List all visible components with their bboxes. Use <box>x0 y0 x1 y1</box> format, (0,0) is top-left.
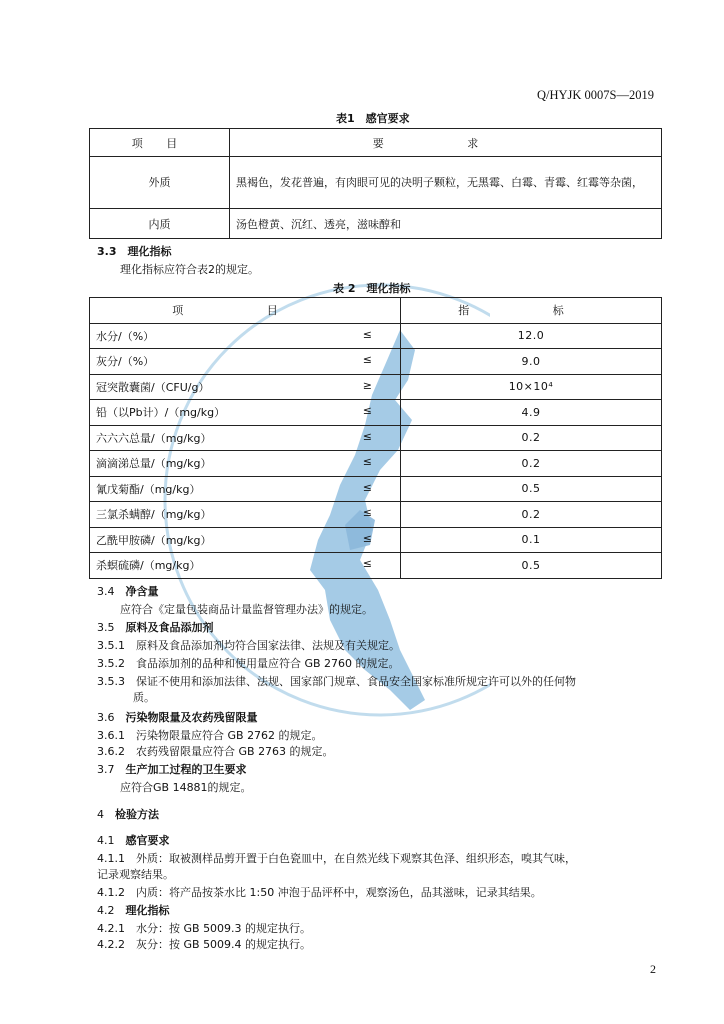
table-row <box>90 425 662 451</box>
clause-line <box>97 727 323 743</box>
clause-text: 外质：取被测样品剪开置于白色瓷皿中，在自然光线下观察其色泽、组织形态，嗅其气味， <box>136 852 576 865</box>
row-item: 杀螟硫磷/（mg/kg） <box>96 559 201 573</box>
table-physicochemical <box>89 297 662 579</box>
row-item: 氰戊菊酯/（mg/kg） <box>96 482 201 496</box>
table-row <box>90 502 662 528</box>
clause-heading: 净含量 <box>125 585 159 598</box>
page-number: 2 <box>650 962 656 976</box>
table-header-row <box>90 298 662 324</box>
clause-line <box>97 920 311 936</box>
comparison-symbol: ≤ <box>362 327 372 341</box>
clause-text: 内质：将产品按茶水比 1:50 冲泡于品评杯中，观察汤色，品其滋味，记录其结果。 <box>136 886 542 899</box>
row-item: 铅（以Pb计）/（mg/kg） <box>96 406 226 420</box>
row-value: 0.2 <box>401 502 662 528</box>
clause-number: 4.1.2 <box>97 886 125 899</box>
table-row <box>90 209 662 239</box>
clause-heading: 污染物限量及农药残留限量 <box>125 711 258 724</box>
clause-line <box>97 673 576 689</box>
clause-number: 4.1 <box>97 834 115 847</box>
clause-number: 3.5.3 <box>97 675 125 688</box>
row-item: 冠突散囊菌/（CFU/g） <box>96 380 210 394</box>
clause-number: 4 <box>97 808 104 821</box>
clause-line <box>120 779 252 795</box>
clause-heading: 理化指标 <box>125 904 170 917</box>
section-3-3-text: 理化指标应符合表2的规定。 <box>120 263 259 276</box>
table-row <box>90 323 662 349</box>
clause-text: 应符合《定量包装商品计量监督管理办法》的规定。 <box>120 603 373 616</box>
clause-line <box>97 806 159 822</box>
row-requirement: 汤色橙黄、沉红、透亮，滋味醇和 <box>230 209 662 239</box>
clause-number: 3.7 <box>97 763 115 776</box>
clause-text: 记录观察结果。 <box>97 868 174 881</box>
table-header-row <box>90 129 662 157</box>
row-value: 0.5 <box>401 553 662 579</box>
table-row <box>90 553 662 579</box>
clause-line <box>97 709 258 725</box>
comparison-symbol: ≤ <box>362 429 372 443</box>
table-row <box>90 527 662 553</box>
clause-number: 4.2 <box>97 904 115 917</box>
row-value: 12.0 <box>401 323 662 349</box>
clause-heading: 感官要求 <box>125 834 170 847</box>
clause-number: 3.5.1 <box>97 639 125 652</box>
comparison-symbol: ≤ <box>362 480 372 494</box>
row-item: 外质 <box>90 157 230 209</box>
clause-text: 污染物限量应符合 GB 2762 的规定。 <box>136 729 323 742</box>
table-row <box>90 400 662 426</box>
table2-caption: 表 2 理化指标 <box>333 282 411 295</box>
row-item: 六六六总量/（mg/kg） <box>96 431 212 445</box>
document-id: Q/HYJK 0007S—2019 <box>536 88 654 102</box>
comparison-symbol: ≥ <box>362 378 372 392</box>
clause-line <box>97 619 214 635</box>
clause-number: 4.2.2 <box>97 938 125 951</box>
table1-caption: 表1 感官要求 <box>336 112 410 125</box>
clause-text: 质。 <box>133 691 155 704</box>
comparison-symbol: ≤ <box>362 506 372 520</box>
row-item: 乙酰甲胺磷/（mg/kg） <box>96 533 212 547</box>
clause-line <box>97 884 542 900</box>
comparison-symbol: ≤ <box>362 455 372 469</box>
clause-text: 农药残留限量应符合 GB 2763 的规定。 <box>136 745 334 758</box>
row-item: 内质 <box>90 209 230 239</box>
clause-text: 灰分：按 GB 5009.4 的规定执行。 <box>136 938 312 951</box>
clause-heading: 检验方法 <box>115 808 159 821</box>
clause-text: 应符合GB 14881的规定。 <box>120 781 252 794</box>
comparison-symbol: ≤ <box>362 404 372 418</box>
row-value: 4.9 <box>401 400 662 426</box>
table-row <box>90 349 662 375</box>
table-row <box>90 157 662 209</box>
clause-number: 3.6 <box>97 711 115 724</box>
table-row <box>90 374 662 400</box>
section-3-3-heading: 3.3 理化指标 <box>97 245 172 258</box>
clause-line <box>97 866 174 882</box>
clause-line <box>97 583 159 599</box>
row-item: 灰分/（%） <box>96 355 155 369</box>
table-row <box>90 476 662 502</box>
clause-text: 原料及食品添加剂均符合国家法律、法规及有关规定。 <box>136 639 400 652</box>
clause-number: 3.6.1 <box>97 729 125 742</box>
clause-line <box>120 601 373 617</box>
clause-line <box>97 902 170 918</box>
comparison-symbol: ≤ <box>362 531 372 545</box>
row-value: 10×10⁴ <box>401 374 662 400</box>
clause-line <box>97 743 334 759</box>
comparison-symbol: ≤ <box>362 557 372 571</box>
clause-number: 3.5.2 <box>97 657 125 670</box>
table-row <box>90 451 662 477</box>
row-value: 0.2 <box>401 425 662 451</box>
clause-number: 4.1.1 <box>97 852 125 865</box>
clause-number: 3.4 <box>97 585 115 598</box>
header-requirement: 要 求 <box>230 129 662 157</box>
row-value: 0.2 <box>401 451 662 477</box>
row-item: 滴滴涕总量/（mg/kg） <box>96 457 212 471</box>
clause-line <box>133 689 155 705</box>
clause-line <box>97 936 311 952</box>
clause-heading: 生产加工过程的卫生要求 <box>125 763 247 776</box>
header-indicator: 指 标 <box>401 298 662 324</box>
table-sensory-requirements <box>89 128 662 239</box>
clause-line <box>97 655 400 671</box>
clause-line <box>97 850 576 866</box>
comparison-symbol: ≤ <box>362 353 372 367</box>
clause-number: 3.5 <box>97 621 115 634</box>
header-item: 项 目 <box>90 129 230 157</box>
row-item: 水分/（%） <box>96 329 155 343</box>
clause-number: 3.6.2 <box>97 745 125 758</box>
clause-line <box>97 761 247 777</box>
row-value: 9.0 <box>401 349 662 375</box>
clause-text: 食品添加剂的品种和使用量应符合 GB 2760 的规定。 <box>136 657 400 670</box>
row-value: 0.5 <box>401 476 662 502</box>
row-value: 0.1 <box>401 527 662 553</box>
row-item: 三氯杀螨醇/（mg/kg） <box>96 508 212 522</box>
row-requirement: 黑褐色，发花普遍，有肉眼可见的决明子颗粒，无黑霉、白霉、青霉、红霉等杂菌， <box>230 157 662 209</box>
clause-heading: 原料及食品添加剂 <box>125 621 214 634</box>
header-item: 项 目 <box>90 298 401 324</box>
clause-text: 保证不使用和添加法律、法规、国家部门规章、食品安全国家标准所规定许可以外的任何物 <box>136 675 576 688</box>
clause-number: 4.2.1 <box>97 922 125 935</box>
clause-line <box>97 832 170 848</box>
clause-line <box>97 637 400 653</box>
clause-text: 水分：按 GB 5009.3 的规定执行。 <box>136 922 312 935</box>
